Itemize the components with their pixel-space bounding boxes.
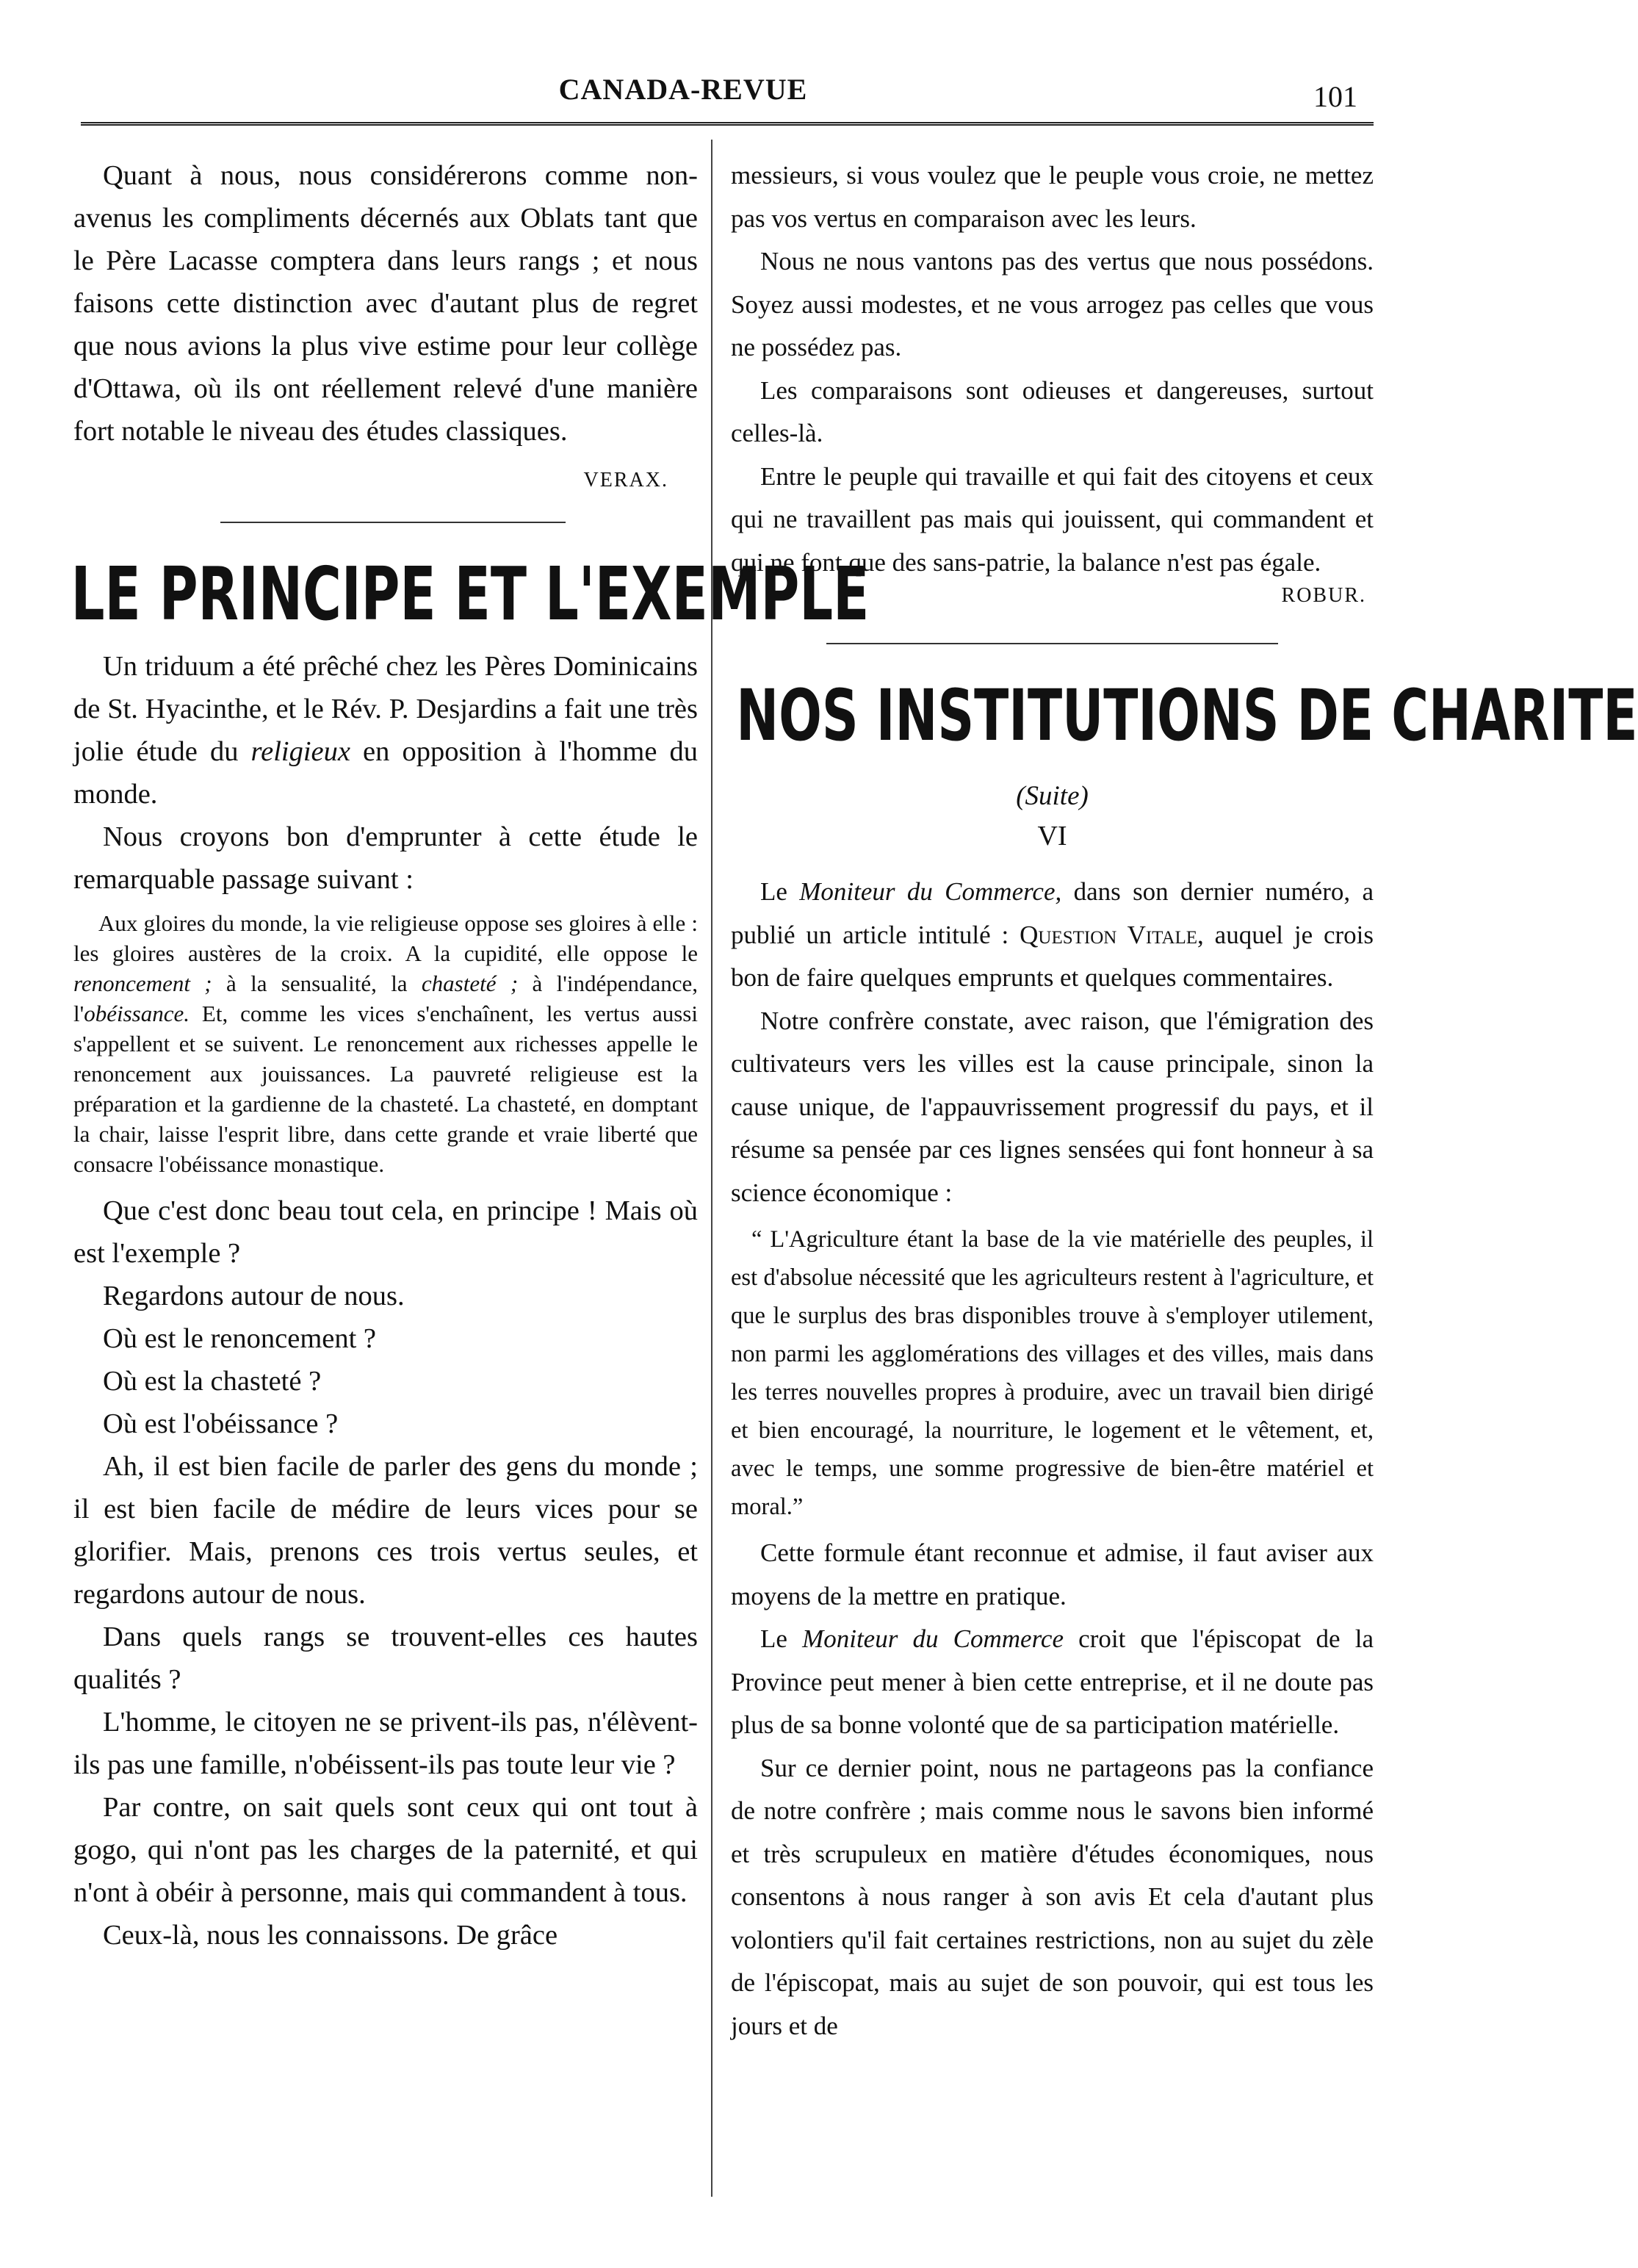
- suite-label: [731, 778, 1374, 815]
- text-b: dans son dernier numéro, a publié un article intitulé :: [731, 877, 1374, 949]
- paragraph: Cette formule étant reconnue et admise, il faut aviser aux moyens de la mettre en pratique.: [731, 1538, 1374, 1610]
- intro-text-a: Un triduum a été prêché chez les Pères Dominicains de St. Hyacinthe, et le Rév. P. Desjardins a fait une très jolie étude du: [73, 651, 698, 767]
- quote-text-c: à l'indépendance, l': [73, 971, 699, 1026]
- page-header: [0, 0, 1409, 140]
- quote-text-a: Aux gloires du monde, la vie religieuse oppose ses gloires à elle : les gloires austères de la croix. A la cupidité, elle oppose le: [73, 910, 698, 966]
- paragraph: Par contre, on sait quels sont ceux qui ont tout à gogo, qui n'ont pas les charges de la paternité, et qui n'ont à obéir à personne, mais qui commandent à tous.: [73, 1792, 698, 1908]
- column-divider: [711, 140, 712, 2197]
- paragraph: Nous ne nous vantons pas des vertus que nous possédons. Soyez aussi modestes, et ne vous arrogez pas celles que vous ne possédez pas.: [731, 247, 1374, 361]
- paragraph: Ah, il est bien facile de parler des gens du monde ; il est bien facile de médire de leurs vices pour se glorifier. Mais, prenons ces trois vertus seules, et regardons autour de nous.: [73, 1451, 698, 1610]
- intro-paragraph: [73, 645, 698, 816]
- paragraph: Regardons autour de nous.: [103, 1281, 405, 1311]
- paragraph: Notre confrère constate, avec raison, que l'émigration des cultivateurs vers les villes est la cause principale, sinon la cause unique, de l'appauvrissement progressif du pays, et il résume sa pensée par ces lignes sensées qui font honneur à sa science économique :: [731, 1006, 1374, 1207]
- signature-robur: ROBUR.: [1281, 584, 1366, 607]
- paragraph: Où est l'obéissance ?: [103, 1408, 339, 1439]
- quote-emphasis-chastete: chasteté ;: [421, 971, 519, 996]
- text-a: Le: [760, 877, 800, 906]
- article-separator: [826, 643, 1278, 644]
- paragraph: Que c'est donc beau tout cela, en principe ! Mais où est l'exemple ?: [73, 1195, 698, 1269]
- page-number: 101: [1313, 80, 1357, 113]
- moniteur-emphasis: Moniteur du Commerce: [802, 1624, 1064, 1653]
- paragraph: Les comparaisons sont odieuses et dangereuses, surtout celles-là.: [731, 375, 1374, 447]
- paragraph: Où est le renoncement ?: [103, 1323, 377, 1354]
- header-rule: [81, 122, 1374, 126]
- section-numeral: VI: [1037, 821, 1067, 852]
- moniteur-episcopat-paragraph: [731, 1618, 1374, 1747]
- text-c: auquel je crois bon de faire quelques emprunts et quelques commentaires.: [731, 920, 1374, 992]
- commentary-paragraphs: [73, 1189, 698, 1956]
- suite-text: (Suite): [1016, 781, 1089, 811]
- paragraph: Dans quels rangs se trouvent-elles ces hautes qualités ?: [73, 1621, 698, 1695]
- left-column: [71, 154, 870, 1956]
- intro-emphasis: religieux: [250, 736, 350, 767]
- moniteur-paragraph: [731, 871, 1374, 1000]
- quote-emphasis-renoncement: renoncement ;: [73, 971, 212, 996]
- verax-closing-paragraph: Quant à nous, nous considérerons comme non-avenus les compliments décernés aux Oblats tant que le Père Lacasse comptera dans leurs rangs ; et nous faisons cette distinction avec d'autant plus de regret que nous avions la plus vive estime pour leur collège d'Ottawa, où ils ont réellement relevé d'une manière fort notable le niveau des études classiques.: [73, 160, 698, 447]
- question-vitale-smallcaps: Question Vitale,: [1020, 920, 1204, 949]
- right-column: [731, 154, 1638, 2048]
- signature-verax: VERAX.: [583, 469, 668, 492]
- quote-emphasis-obeissance: obéissance.: [84, 1001, 190, 1026]
- article-separator: [220, 522, 566, 523]
- article-title-principe: LE PRINCIPE ET L'EXEMPLE: [71, 551, 870, 637]
- paragraph: messieurs, si vous voulez que le peuple vous croie, ne mettez pas vos vertus en comparaison avec les leurs.: [731, 161, 1374, 233]
- journal-title: CANADA-REVUE: [558, 73, 808, 106]
- paragraph: Entre le peuple qui travaille et qui fait des citoyens et ceux qui ne travaillent pas mais qui jouissent, qui commandent et qui ne font que des sans-patrie, la balance n'est pas égale.: [731, 461, 1374, 577]
- moniteur-emphasis: Moniteur du Commerce,: [799, 877, 1062, 906]
- quoted-passage: [73, 908, 698, 1179]
- quote-text-d: Et, comme les vices s'enchaînent, les vertus aussi s'appellent et se suivent. Le renoncement aux richesses appelle le renoncement aux jouissances. La pauvreté religieuse est la préparation et la gardienne de la chasteté. La chasteté, en domptant la chair, laisse l'esprit libre, dans cette grande et vraie liberté que consacre l'obéissance monastique.: [73, 1001, 698, 1177]
- quote-text-b: à la sensualité, la: [212, 971, 422, 996]
- citation-intro-paragraph: Nous croyons bon d'emprunter à cette étude le remarquable passage suivant :: [73, 821, 698, 895]
- agriculture-quote: “ L'Agriculture étant la base de la vie matérielle des peuples, il est d'absolue nécessité que les agriculteurs restent à l'agriculture, et que le surplus des bras disponibles trouve à s'employer utilement, non parmi les agglomérations des villages et des villes, mais dans les terres nouvelles propres à produire, avec un travail bien dirigé et bien encouragé, la nourriture, le logement et le vêtement, et, avec le temps, une somme progressive de bien-être matériel et moral.”: [731, 1226, 1374, 1520]
- text-b: croit que l'épiscopat de la Province peut mener à bien cette entreprise, et il ne doute pas plus de sa bonne volonté que de sa participation matérielle.: [731, 1624, 1374, 1739]
- intro-text-b: en opposition à l'homme du monde.: [73, 736, 698, 810]
- paragraph: Ceux-là, nous les connaissons. De grâce: [103, 1920, 558, 1951]
- paragraph: Sur ce dernier point, nous ne partageons pas la confiance de notre confrère ; mais comme nous le savons bien informé et très scrupuleux en matière d'études économiques, nous consentons à nous ranger à son avis Et cela d'autant plus volontiers qu'il fait certaines restrictions, non au sujet du zèle de l'épiscopat, mais au sujet de son pouvoir, qui est tous les jours et de: [731, 1753, 1374, 2040]
- text-a: Le: [760, 1624, 803, 1653]
- paragraph: L'homme, le citoyen ne se privent-ils pas, n'élèvent-ils pas une famille, n'obéissent-ils pas toute leur vie ?: [73, 1707, 698, 1780]
- article-title-institutions: NOS INSTITUTIONS DE CHARITE: [736, 674, 1638, 757]
- paragraph: Où est la chasteté ?: [103, 1366, 322, 1397]
